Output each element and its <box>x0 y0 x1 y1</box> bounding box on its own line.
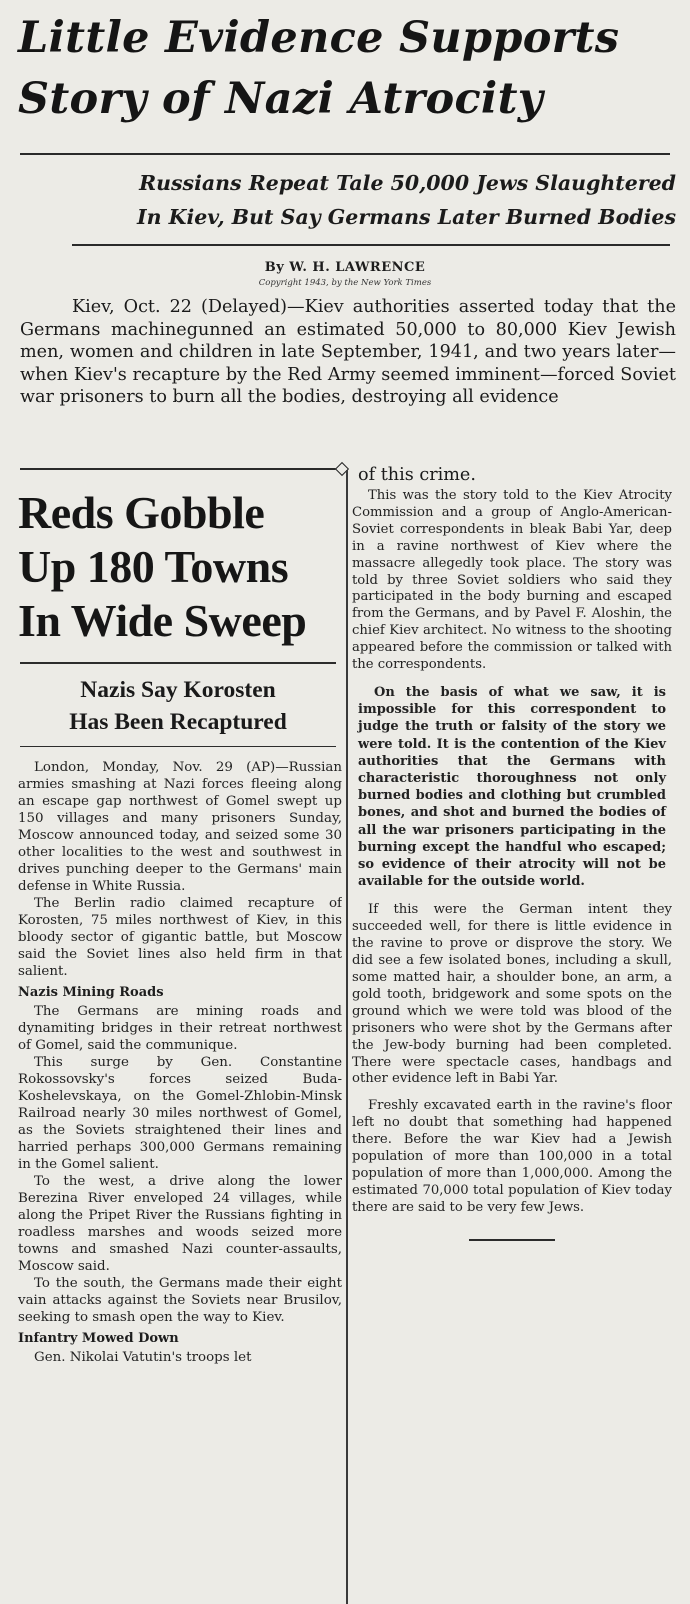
left-deck-line-2: Has Been Recaptured <box>69 708 287 735</box>
lead-paragraph: Kiev, Oct. 22 (Delayed)—Kiev authorities asserted today that the Germans machinegunned an estimated 50,000 to 80,000 Kiev Jewish men, women and children in late September, 1941, and two years later—when Kiev's recapture by the Red Army seemed imminent—forced Soviet war prisoners to burn all the bodies, destroying all evidence <box>20 297 676 407</box>
copyright-line: Copyright 1943, by the New York Times <box>258 278 432 288</box>
left-subhead-infantry-mowed-down: Infantry Mowed Down <box>18 1331 179 1346</box>
right-article-body <box>352 488 672 1241</box>
lead-paragraph-end: of this crime. <box>358 465 476 485</box>
byline: By W. H. LAWRENCE <box>264 260 426 275</box>
deck-headline-line-1: Russians Repeat Tale 50,000 Jews Slaughtered <box>139 171 676 195</box>
left-headline-rule <box>20 662 336 664</box>
headline-rule <box>20 153 670 155</box>
left-paragraph: This surge by Gen. Constantine Rokossovsky's forces seized Buda-Koshelevskaya, on the Gomel-Zhlobin-Minsk Railroad nearly 30 miles northwest of Gomel, as the Soviets straightened their lines and harried perhaps 300,000 Germans remaining in the Gomel salient. <box>18 1055 342 1172</box>
main-headline-line-1: Little Evidence Supports <box>18 13 620 63</box>
right-paragraph: This was the story told to the Kiev Atrocity Commission and a group of Anglo-American-Soviet correspondents in bleak Babi Yar, deep in a ravine northwest of Kiev where the massacre allegedly took place. The story was told by three Soviet soldiers who said they participated in the body burning and escaped from the Germans, and by Pavel F. Aloshin, the chief Kiev architect. No witness to the shooting appeared before the commission or talked with the correspondents. <box>352 488 672 673</box>
left-deck-line-1: Nazis Say Korosten <box>80 676 276 703</box>
column-divider <box>346 470 348 1604</box>
lead-split-rule <box>20 468 342 470</box>
left-headline-line-1: Reds Gobble <box>18 487 265 538</box>
left-paragraph: The Germans are mining roads and dynamiting bridges in their retreat northwest of Gomel, said the communique. <box>18 1004 342 1053</box>
right-paragraph: If this were the German intent they succeeded well, for there is little evidence in the ravine to prove or disprove the story. We did see a few isolated bones, including a skull, some matted hair, a shoulder bone, an arm, a gold tooth, bridgework and some spots on the ground which we were told was blood of the prisoners who were shot by the Germans after the Jew-body burning had been completed. There were spectacle cases, handbags and other evidence left in Babi Yar. <box>352 902 672 1087</box>
deck-headline <box>76 166 676 234</box>
left-headline-line-3: In Wide Sweep <box>18 595 307 646</box>
main-headline-line-2: Story of Nazi Atrocity <box>18 74 544 124</box>
left-subhead-mining-roads: Nazis Mining Roads <box>18 985 164 1000</box>
left-paragraph: To the west, a drive along the lower Berezina River enveloped 24 villages, while along the Pripet River the Russians fighting in roadless marshes and woods seized more towns and smashed Nazi counter-assaults, Moscow said. <box>18 1174 342 1274</box>
right-bold-paragraph: On the basis of what we saw, it is impossible for this correspondent to judge the truth or falsity of the story we were told. It is the contention of the Kiev authorities that the Germans with characteristic thoroughness not only burned bodies and clothing but crumbled bones, and shot and burned the bodies of all the war prisoners participating in the burning except the handful who escaped; so evidence of their atrocity will not be available for the outside world. <box>358 684 666 890</box>
article-end-rule <box>469 1239 555 1241</box>
right-article-continuation <box>352 488 672 1604</box>
main-headline <box>18 8 678 130</box>
left-paragraph: London, Monday, Nov. 29 (AP)—Russian armies smashing at Nazi forces fleeing along an escape gap northwest of Gomel swept up 150 villages and many prisoners Sunday, Moscow announced today, and seized some 30 other localities to the west and southwest in drives punching deeper to the Germans' main defense in White Russia. <box>18 760 342 894</box>
left-article-headline <box>18 486 342 648</box>
left-headline-line-2: Up 180 Towns <box>18 541 289 592</box>
deck-rule <box>72 244 670 246</box>
left-paragraph: Gen. Nikolai Vatutin's troops let <box>34 1350 252 1365</box>
left-paragraph: To the south, the Germans made their eight vain attacks against the Soviets near Brusilov, seeking to smash open the way to Kiev. <box>18 1276 342 1325</box>
left-deck-rule <box>20 746 336 748</box>
left-article-body <box>14 759 342 1366</box>
deck-headline-line-2: In Kiev, But Say Germans Later Burned Bodies <box>137 205 676 229</box>
right-paragraph: Freshly excavated earth in the ravine's floor left no doubt that something had happened there. Before the war Kiev had a Jewish population of more than 100,000 in a total population of more than 1,000,000. Among the estimated 70,000 total population of Kiev today there are said to be very few Jews. <box>352 1098 672 1215</box>
left-paragraph: The Berlin radio claimed recapture of Korosten, 75 miles northwest of Kiev, in this bloody sector of gigantic battle, but Moscow said the Soviet lines also held firm in that salient. <box>18 896 342 979</box>
left-article <box>14 480 342 1604</box>
left-article-deck <box>14 674 342 738</box>
